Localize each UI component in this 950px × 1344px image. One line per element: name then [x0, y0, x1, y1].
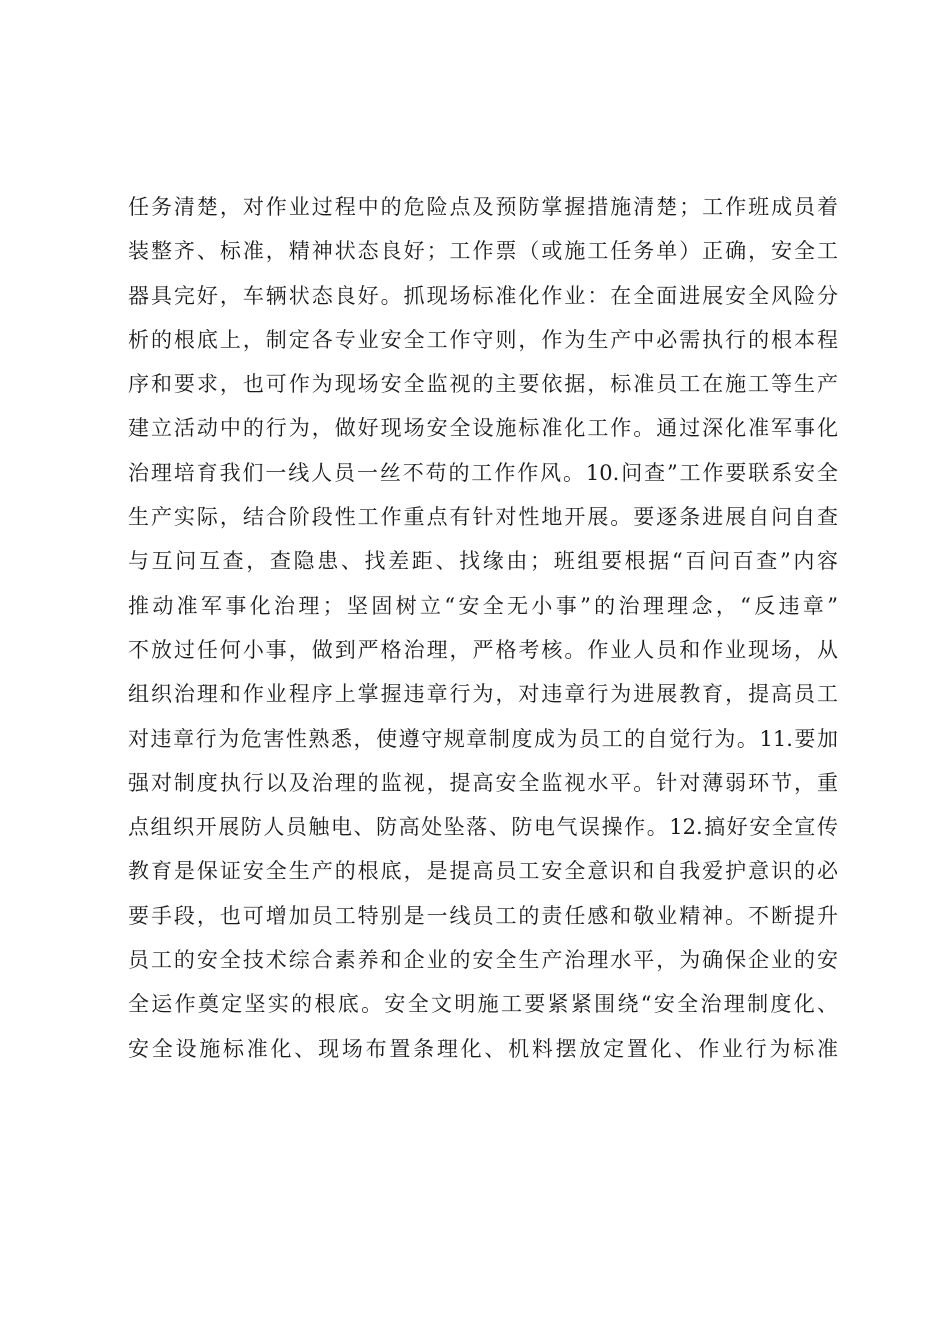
text-line: 要手段，也可增加员工特别是一线员工的责任感和敬业精神。不断提升 — [128, 903, 838, 928]
text-line: 强对制度执行以及治理的监视，提高安全监视水平。针对薄弱环节，重 — [128, 770, 838, 795]
text-line: 任务清楚，对作业过程中的危险点及预防掌握措施清楚；工作班成员着 — [128, 195, 838, 219]
text-line: 组织治理和作业程序上掌握违章行为，对违章行为进展教育，提高员工 — [128, 682, 838, 707]
body-text — [128, 185, 838, 1071]
text-line: 装整齐、标准，精神状态良好；工作票（或施工任务单）正确，安全工 — [128, 239, 838, 264]
text-line: 点组织开展防人员触电、防高处坠落、防电气误操作。12.搞好安全宣传 — [128, 815, 838, 840]
text-line: 教育是保证安全生产的根底，是提高员工安全意识和自我爱护意识的必 — [128, 859, 838, 884]
text-line: 安全设施标准化、现场布置条理化、机料摆放定置化、作业行为标准 — [128, 1036, 838, 1061]
text-line: 生产实际，结合阶段性工作重点有针对性地开展。要逐条进展自问自查 — [128, 505, 838, 530]
text-line: 不放过任何小事，做到严格治理，严格考核。作业人员和作业现场，从 — [128, 637, 838, 662]
text-line: 建立活动中的行为，做好现场安全设施标准化工作。通过深化准军事化 — [128, 416, 838, 441]
text-line: 与互问互查，查隐患、找差距、找缘由；班组要根据“百问百查”内容 — [128, 549, 838, 574]
text-line: 推动准军事化治理；坚固树立“安全无小事”的治理理念，“反违章” — [128, 593, 838, 618]
text-line: 对违章行为危害性熟悉，使遵守规章制度成为员工的自觉行为。11.要加 — [128, 726, 838, 751]
text-line: 员工的安全技术综合素养和企业的安全生产治理水平，为确保企业的安 — [128, 948, 838, 973]
text-line: 序和要求，也可作为现场安全监视的主要依据，标准员工在施工等生产 — [128, 372, 838, 397]
text-line: 器具完好，车辆状态良好。抓现场标准化作业：在全面进展安全风险分 — [128, 283, 838, 308]
text-line: 全运作奠定坚实的根底。安全文明施工要紧紧围绕“安全治理制度化、 — [128, 992, 838, 1017]
text-line: 析的根底上，制定各专业安全工作守则，作为生产中必需执行的根本程 — [128, 327, 838, 352]
text-line: 治理培育我们一线人员一丝不苟的工作作风。10.问查”工作要联系安全 — [128, 460, 838, 485]
